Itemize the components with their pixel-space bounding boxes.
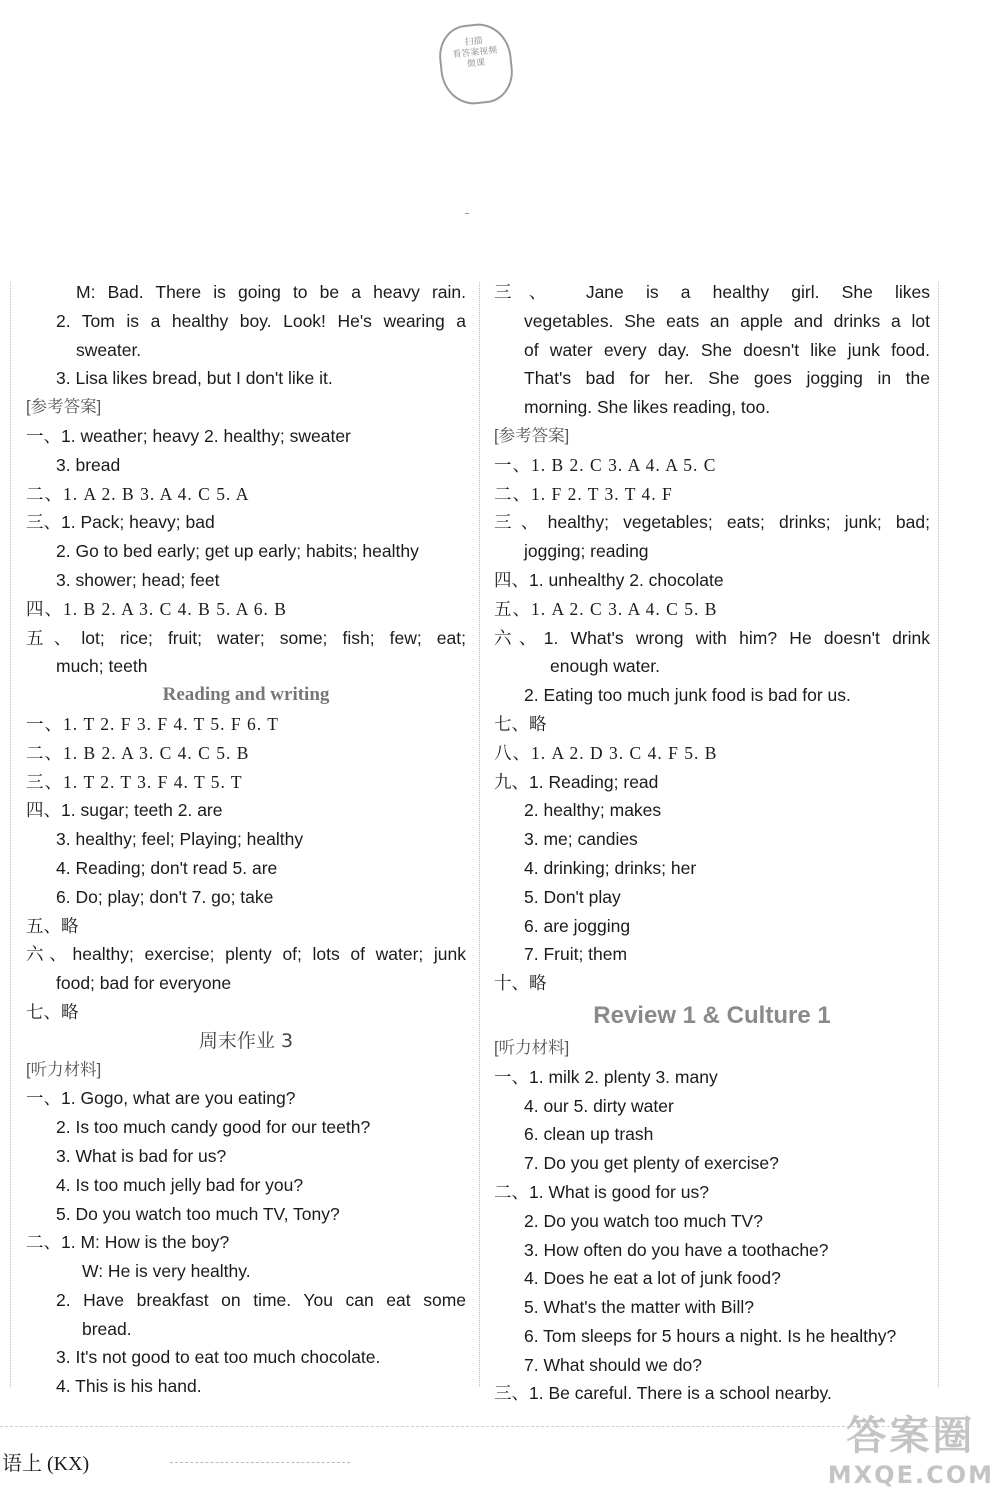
watermark [828, 1404, 994, 1489]
column-divider [479, 282, 480, 1387]
footer-rule [0, 1426, 940, 1427]
answer-line: bread. [82, 1318, 132, 1339]
answer-line: 7. What should we do? [524, 1354, 703, 1375]
answer-line: 3. Lisa likes bread, but I don't like it. [56, 368, 333, 389]
answer-line: [参考答案] [26, 398, 102, 417]
answer-line: 3. bread [56, 454, 121, 475]
answer-line: 十、略 [494, 973, 547, 994]
answer-line: [听力材料] [494, 1038, 570, 1057]
answer-line: 四、1. B 2. A 3. C 4. B 5. A 6. B [26, 598, 287, 619]
answer-line: 4. our 5. dirty water [524, 1095, 674, 1116]
answer-line: 4. Does he eat a lot of junk food? [524, 1268, 781, 1289]
answer-line: much; teeth [56, 656, 148, 677]
answer-line: 2. healthy; makes [524, 800, 662, 821]
answer-line: 九、1. Reading; read [494, 771, 659, 792]
answer-line: vegetables. She eats an apple and drinks a lot [524, 310, 930, 331]
answer-line: 3. healthy; feel; Playing; healthy [56, 829, 304, 850]
answer-line: 6. Do; play; don't 7. go; take [56, 886, 274, 907]
answer-line: 4. Reading; don't read 5. are [56, 857, 278, 878]
answer-line: 2. Is too much candy good for our teeth? [56, 1117, 371, 1138]
footer-label: 语上 (KX) [2, 1453, 90, 1475]
answer-line: 五、略 [26, 915, 79, 936]
answer-line: 3. It's not good to eat too much chocolate. [56, 1347, 381, 1368]
section-heading: Review 1 & Culture 1 [593, 1001, 831, 1029]
answer-line: 五、lot; rice; fruit; water; some; fish; few; eat; [26, 627, 466, 648]
answer-line: 2. Have breakfast on time. You can eat some [56, 1289, 466, 1310]
answer-line: 七、略 [494, 713, 547, 734]
left-column [26, 278, 466, 1401]
answer-line: 三、1. Be careful. There is a school nearby. [494, 1383, 832, 1404]
right-column [494, 278, 930, 1408]
answer-line: 6. are jogging [524, 915, 631, 936]
footer-dashed-line [170, 1462, 350, 1463]
answer-line: 5. Don't play [524, 886, 621, 907]
answer-line: 4. Is too much jelly bad for you? [56, 1174, 304, 1195]
answer-line: 7. Fruit; them [524, 944, 628, 965]
answer-line: 5. What's the matter with Bill? [524, 1297, 754, 1318]
answer-line: 2. Do you watch too much TV? [524, 1210, 763, 1231]
answer-line: morning. She likes reading, too. [524, 397, 771, 418]
answer-line: 一、1. Gogo, what are you eating? [26, 1088, 296, 1109]
stamp-line: 扫描 [464, 35, 484, 48]
scan-stamp [436, 20, 516, 107]
answer-line: 六、healthy; exercise; plenty of; lots of water; junk [26, 944, 466, 965]
answer-line: 四、1. sugar; teeth 2. are [26, 800, 223, 821]
answer-line: 六、1. What's wrong with him? He doesn't drink [494, 627, 930, 648]
answer-line: 6. Tom sleeps for 5 hours a night. Is he healthy? [524, 1325, 897, 1346]
answer-line: jogging; reading [524, 541, 649, 562]
answer-line: 3. How often do you have a toothache? [524, 1239, 829, 1260]
answer-line: 一、1. weather; heavy 2. healthy; sweater [26, 425, 351, 446]
watermark-url: MXQE.COM [827, 1461, 994, 1489]
answer-line: 3. me; candies [524, 829, 638, 850]
answer-line: 五、1. A 2. C 3. A 4. C 5. B [494, 598, 718, 619]
answer-line: 一、1. B 2. C 3. A 4. A 5. C [494, 454, 717, 475]
answer-line: 2. Go to bed early; get up early; habits; healthy [56, 541, 419, 562]
answer-line: 二、1. M: How is the boy? [26, 1232, 230, 1253]
answer-line: 七、略 [26, 1001, 79, 1022]
section-heading: Reading and writing [162, 684, 330, 706]
answer-line: W: He is very healthy. [82, 1261, 251, 1282]
answer-line: 一、1. milk 2. plenty 3. many [494, 1066, 718, 1087]
answer-line: M: Bad. There is going to be a heavy rain. [76, 282, 466, 302]
answer-line: 三、1. T 2. T 3. F 4. T 5. T [26, 771, 243, 792]
left-margin-rule [10, 282, 11, 1387]
answer-line: 5. Do you watch too much TV, Tony? [56, 1203, 340, 1224]
answer-line: 四、1. unhealthy 2. chocolate [494, 569, 724, 590]
answer-line: enough water. [550, 656, 660, 677]
answer-line: [听力材料] [26, 1060, 102, 1079]
watermark-title: 答案圈 [846, 1413, 976, 1459]
answer-line: 二、1. What is good for us? [494, 1181, 709, 1202]
answer-line: 二、1. F 2. T 3. T 4. F [494, 483, 673, 504]
answer-line: 三、healthy; vegetables; eats; drinks; junk; bad; [494, 512, 930, 533]
answer-line: food; bad for everyone [56, 973, 232, 994]
stamp-line: 微课 [466, 57, 486, 69]
answer-line: 一、1. T 2. F 3. F 4. T 5. F 6. T [26, 713, 279, 734]
section-heading: 周末作业 3 [198, 1029, 294, 1052]
answer-line: 八、1. A 2. D 3. C 4. F 5. B [494, 742, 718, 763]
answer-line: 二、1. A 2. B 3. A 4. C 5. A [26, 483, 250, 504]
answer-line: sweater. [76, 339, 142, 360]
answer-line: That's bad for her. She goes jogging in the [524, 368, 930, 389]
scan-tick-mark [465, 213, 469, 214]
answer-line: 2. Eating too much junk food is bad for us. [524, 685, 851, 706]
answer-line: [参考答案] [494, 426, 570, 445]
stamp-line: 看答案视频 [451, 44, 498, 60]
answer-line: 二、1. B 2. A 3. C 4. C 5. B [26, 742, 250, 763]
answer-line: 4. drinking; drinks; her [524, 857, 697, 878]
answer-line: 4. This is his hand. [56, 1376, 202, 1397]
right-margin-rule [938, 282, 939, 1387]
answer-line: 三、 Jane is a healthy girl. She likes [494, 282, 930, 302]
answer-line: of water every day. She doesn't like junk food. [524, 339, 930, 360]
answer-line: 三、1. Pack; heavy; bad [26, 512, 215, 533]
answer-line: 3. What is bad for us? [56, 1145, 227, 1166]
answer-line: 3. shower; head; feet [56, 569, 220, 590]
answer-line: 6. clean up trash [524, 1124, 654, 1145]
answer-line: 2. Tom is a healthy boy. Look! He's wearing a [56, 310, 466, 331]
answer-line: 7. Do you get plenty of exercise? [524, 1153, 779, 1174]
